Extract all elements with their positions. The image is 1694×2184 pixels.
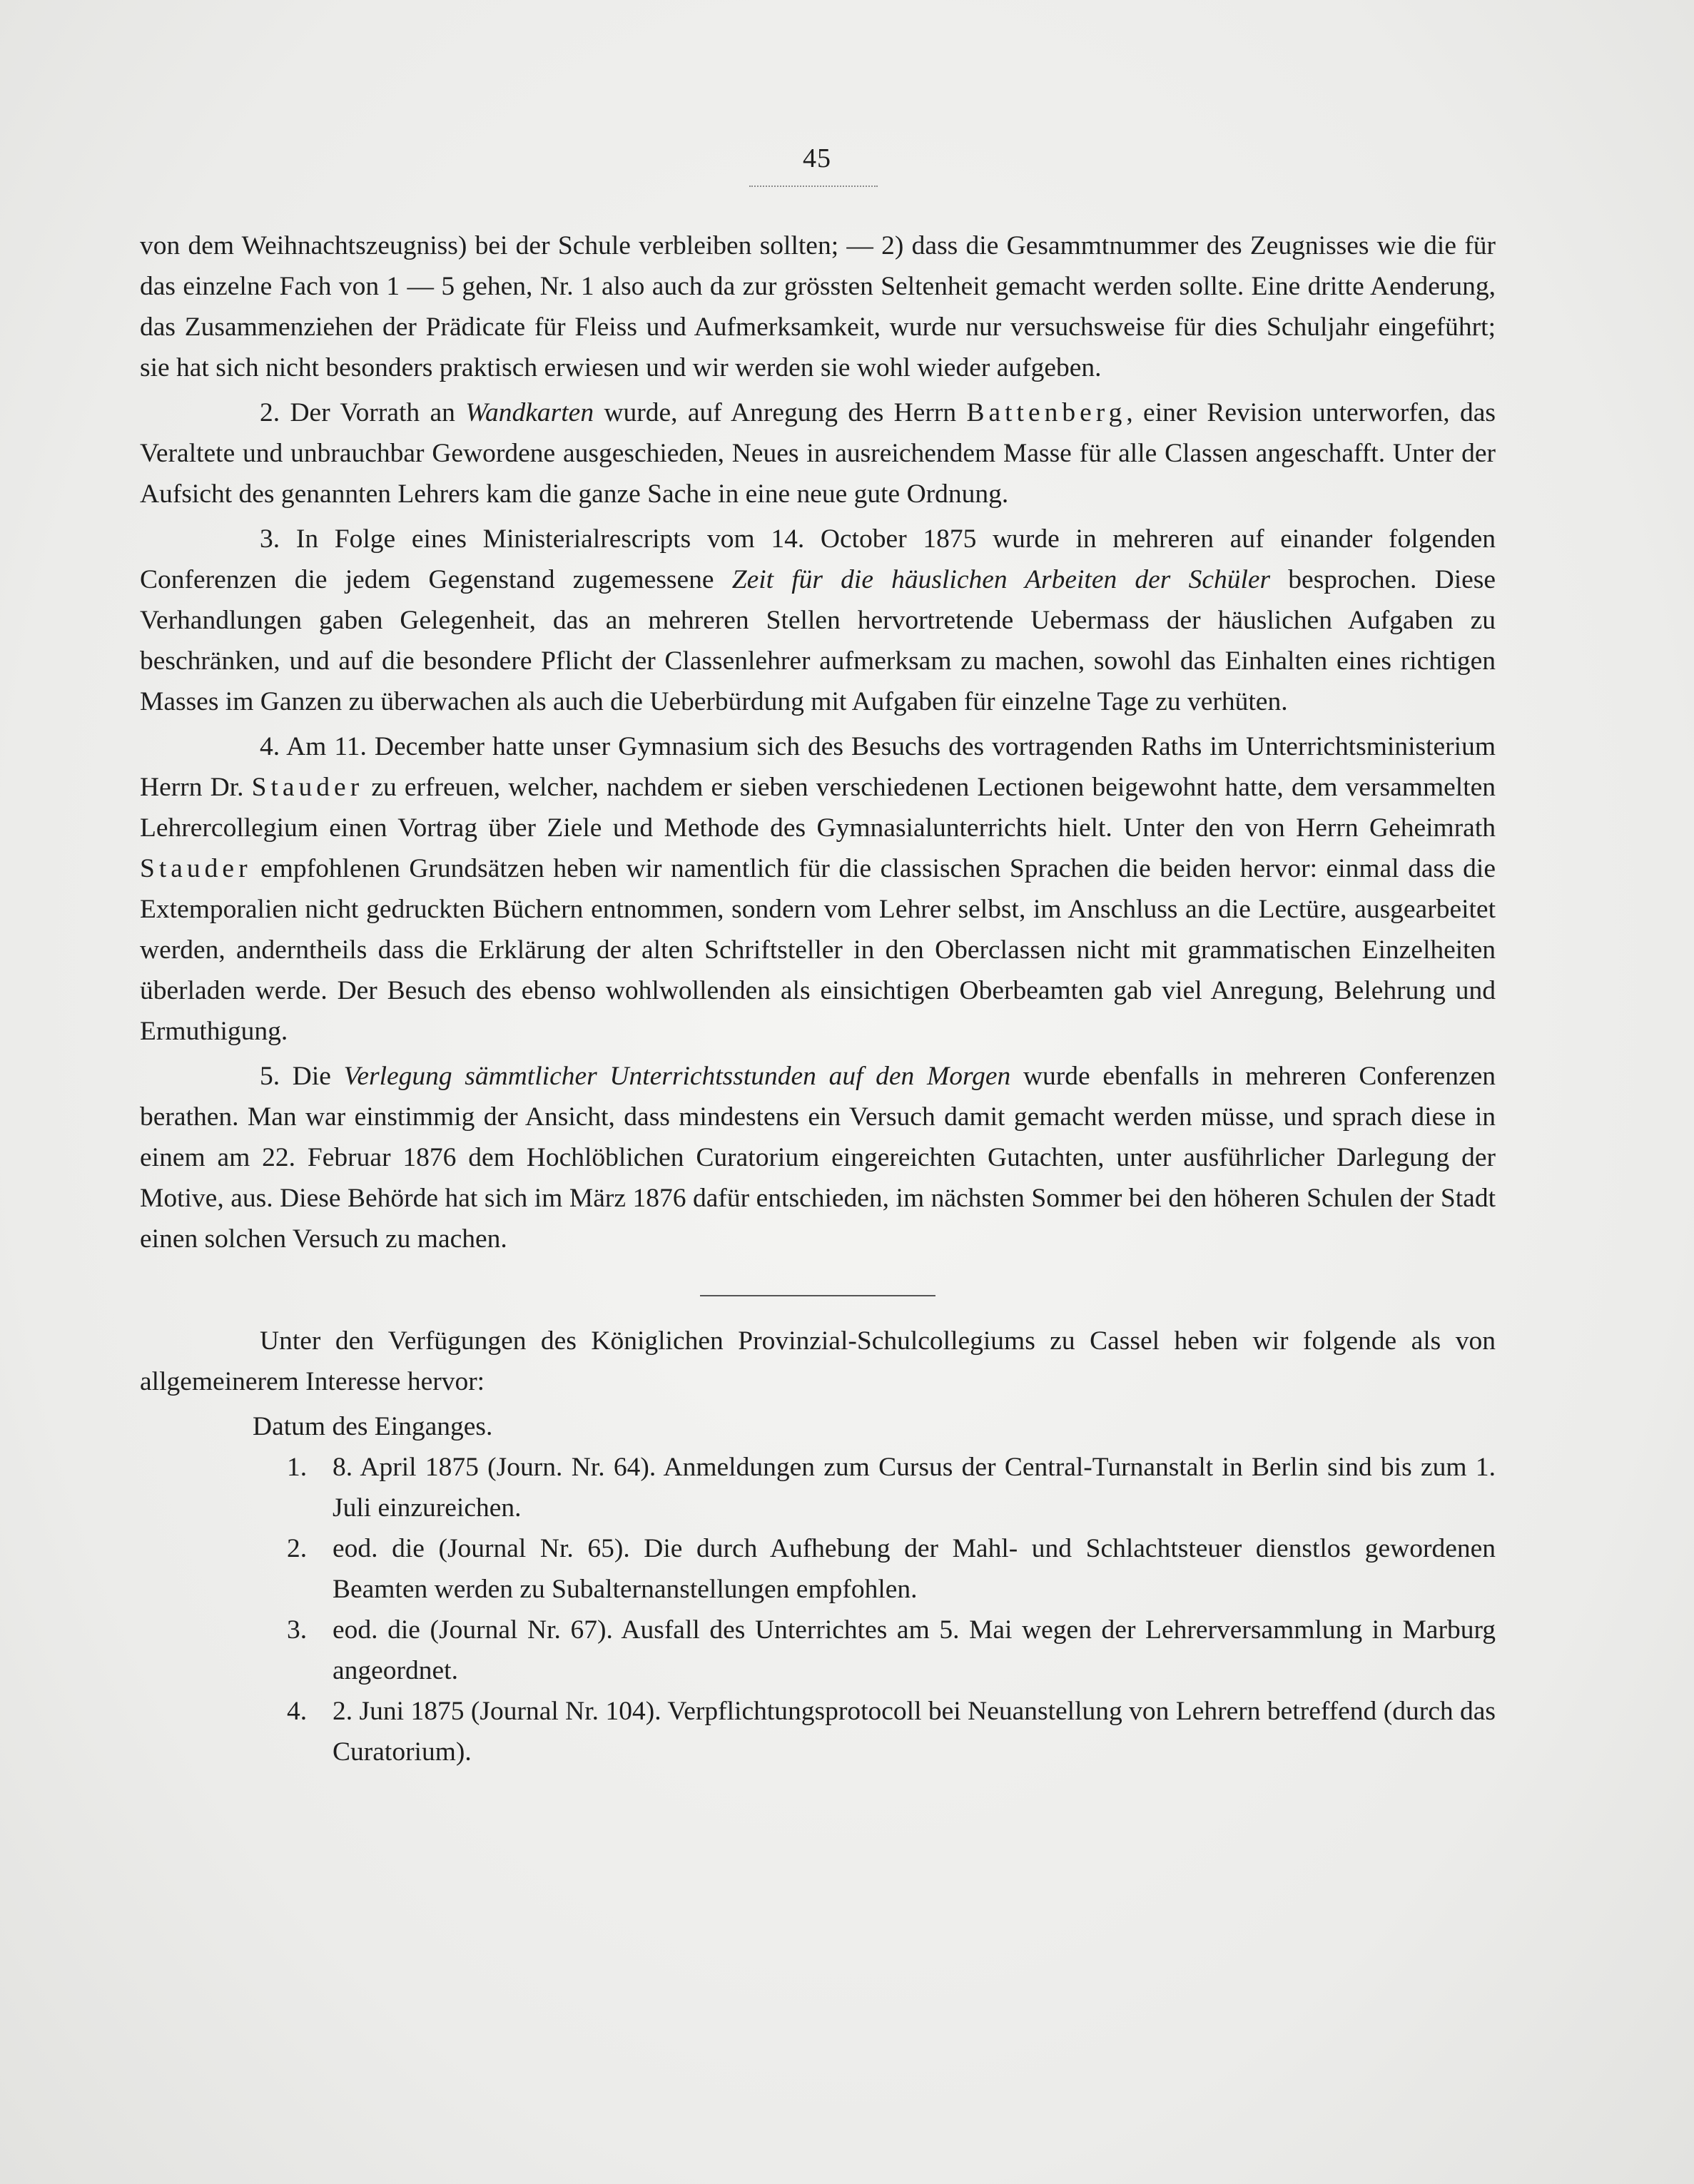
list-item-number: 1. <box>287 1453 308 1482</box>
paragraph-4-name-2: Stauder <box>140 854 252 883</box>
paragraph-2-text-b: wurde, auf Anregung des Herrn <box>594 398 967 427</box>
list-item <box>140 1691 1496 1772</box>
list-item <box>140 1610 1496 1691</box>
paragraph-2-emphasis: Wandkarten <box>465 398 594 427</box>
paragraph-3-text-b: besprochen. Diese Verhandlungen gaben Gelegenheit, das an mehreren Stellen hervortretende Uebermass der häuslichen Aufgaben zu beschränken, und auf die besondere Pflicht der Classenlehrer aufmerksam zu machen, sowohl das Einhalten eines richtigen Masses im Ganzen zu überwachen als auch die Ueberbürdung mit Aufgaben für einzelne Tage zu verhüten. <box>140 565 1496 716</box>
paragraph-3-emphasis: Zeit für die häuslichen Arbeiten der Schüler <box>731 565 1271 594</box>
paragraph-3-hausarbeiten <box>140 519 1496 722</box>
section-divider <box>700 1295 935 1296</box>
paragraph-4-besuch <box>140 726 1496 1052</box>
list-item-number: 4. <box>287 1697 308 1726</box>
paragraph-continuation: von dem Weihnachtszeugniss) bei der Schule verbleiben sollten; — 2) dass die Gesammtnummer des Zeugnisses wie die für das einzelne Fach von 1 — 5 gehen, Nr. 1 also auch da zur grössten Seltenheit gemacht werden sollte. Eine dritte Aenderung, das Zusammenziehen der Prädicate für Fleiss und Aufmerksamkeit, wurde nur versuchsweise für dies Schuljahr eingeführt; sie hat sich nicht besonders praktisch erwiesen und wir werden sie wohl wieder aufgeben. <box>140 231 1496 382</box>
paragraph-2-wandkarten <box>140 392 1496 514</box>
paragraph-2-text-a: 2. Der Vorrath an <box>260 398 466 427</box>
page-number-ornament <box>749 178 878 187</box>
paragraph-5-text-b: wurde ebenfalls in mehreren Conferenzen berathen. Man war einstimmig der Ansicht, dass mindestens ein Versuch damit gemacht werden müsse, und sprach diese in einem am 22. Februar 1876 dem Hochlöblichen Curatorium eingereichten Gutachten, unter ausführlicher Darlegung der Motive, aus. Diese Behörde hat sich im März 1876 dafür entschieden, im nächsten Sommer bei den höheren Schulen der Stadt einen solchen Versuch zu machen. <box>140 1062 1496 1254</box>
paragraph-5-text-a: 5. Die <box>260 1062 344 1091</box>
list-item-text: eod. die (Journal Nr. 67). Ausfall des Unterrichtes am 5. Mai wegen der Lehrerversammlung in Marburg angeordnet. <box>333 1615 1496 1685</box>
paragraph-4-text-b: zu erfreuen, welcher, nachdem er sieben verschiedenen Lectionen beigewohnt hatte, dem versammelten Lehrercollegium einen Vortrag über Ziele und Methode des Gymnasialunterrichts hielt. Unter den von Herrn Geheimrath <box>140 773 1496 843</box>
paragraph-4-name-1: Stauder <box>251 773 364 802</box>
body-text <box>140 225 1496 1772</box>
list-item-text: 8. April 1875 (Journ. Nr. 64). Anmeldungen zum Cursus der Central-Turnanstalt in Berlin sind bis zum 1. Juli einzureichen. <box>333 1453 1496 1523</box>
list-item-number: 3. <box>287 1615 308 1645</box>
paragraph-2-text-c: , einer Revision unterworfen, das Veraltete und unbrauchbar Gewordene ausgeschieden, Neues in ausreichendem Masse für alle Classen angeschafft. Unter der Aufsicht des genannten Lehrers kam die ganze Sache in eine neue gute Ordnung. <box>140 398 1496 509</box>
verfuegungen-list <box>140 1447 1496 1772</box>
list-item <box>140 1447 1496 1528</box>
datum-heading: Datum des Einganges. <box>253 1412 493 1441</box>
verfuegungen-intro: Unter den Verfügungen des Königlichen Provinzial-Schulcollegiums zu Cassel heben wir folgende als von allgemeinerem Interesse hervor: <box>140 1326 1496 1396</box>
list-item <box>140 1528 1496 1610</box>
paragraph-2-name: Battenberg <box>966 398 1127 427</box>
paragraph-5-emphasis: Verlegung sämmtlicher Unterrichtsstunden auf den Morgen <box>343 1062 1011 1091</box>
paragraph-5-verlegung <box>140 1056 1496 1259</box>
list-item-number: 2. <box>287 1534 308 1563</box>
list-item-text: 2. Juni 1875 (Journal Nr. 104). Verpflichtungsprotocoll bei Neuanstellung von Lehrern betreffend (durch das Curatorium). <box>333 1697 1496 1767</box>
page-number: 45 <box>803 143 831 173</box>
list-item-text: eod. die (Journal Nr. 65). Die durch Aufhebung der Mahl- und Schlachtsteuer dienstlos gewordenen Beamten werden zu Subalternanstellungen empfohlen. <box>333 1534 1496 1604</box>
paragraph-3-text-a: 3. In Folge eines Ministerialrescripts vom 14. October 1875 wurde in mehreren auf einander folgenden Conferenzen die jedem Gegenstand zugemessene <box>140 524 1496 594</box>
paragraph-4-text-c: empfohlenen Grundsätzen heben wir namentlich für die classischen Sprachen die beiden hervor: einmal dass die Extemporalien nicht gedruckten Büchern entnommen, sondern vom Lehrer selbst, im Anschluss an die Lectüre, ausgearbeitet werden, anderntheils dass die Erklärung der alten Schriftsteller in den Oberclassen nicht mit grammatischen Einzelheiten überladen werde. Der Besuch des ebenso wohlwollenden als einsichtigen Oberbeamten gab viel Anregung, Belehrung und Ermuthigung. <box>140 854 1496 1046</box>
paragraph-4-text-a: 4. Am 11. December hatte unser Gymnasium sich des Besuchs des vortragenden Raths im Unterrichtsministerium Herrn Dr. <box>140 732 1496 802</box>
